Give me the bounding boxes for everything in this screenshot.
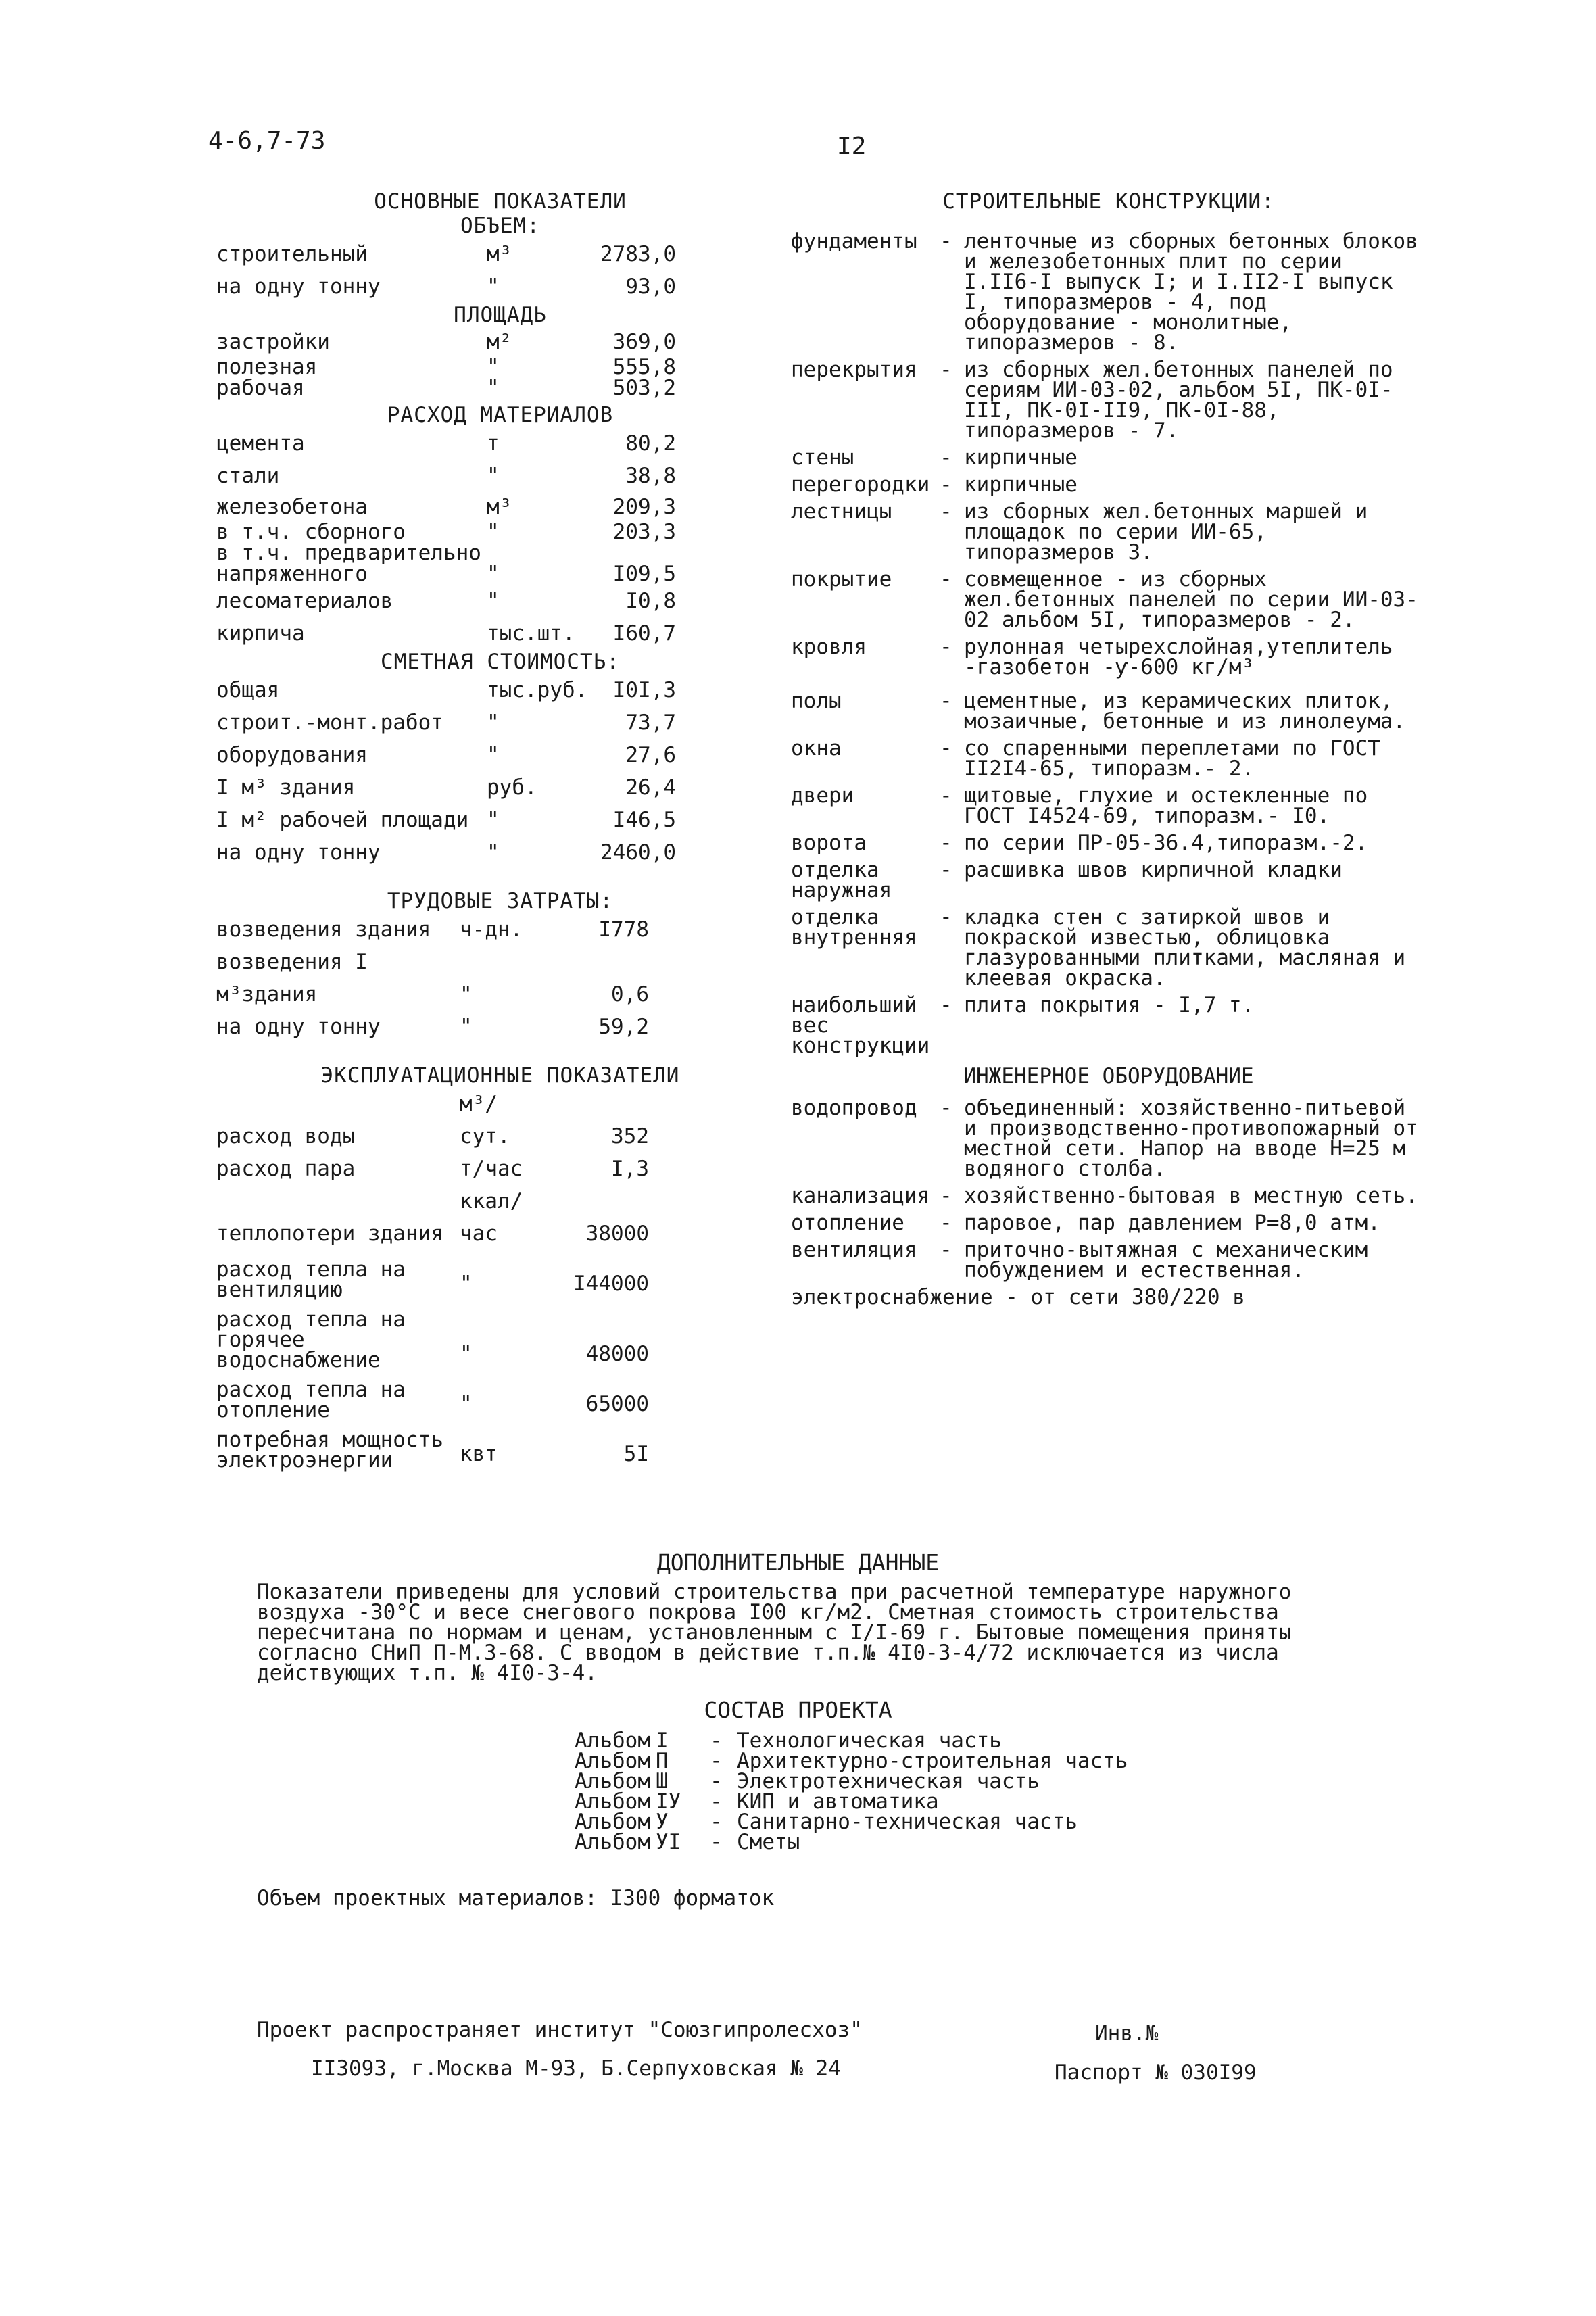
table-row: цемента т 80,2 xyxy=(216,431,676,456)
materials-table xyxy=(216,427,703,650)
additional-data-text: Показатели приведены для условий строительства при расчетной температуре наружного воздуха -30°С и весе снегового покрова I00 кг/м2. Сметная стоимость строительства пересчитана по нормам и ценам, установленным с I/I-69 г. Бытовые помещения приняты согласно СНиП П-М.3-68. С вводом в действие т.п.№ 4I0-3-4/72 исключается из числа действующих т.п. № 4I0-3-4. xyxy=(257,1580,1292,1685)
list-item: ворота - по серии ПР-05-36.4,типоразм.-2. xyxy=(791,831,1368,855)
document-code: 4-6,7-73 xyxy=(208,127,326,155)
power-supply: электроснабжение - от сети 380/220 в xyxy=(791,1285,1245,1309)
passport-number: Паспорт № 030I99 xyxy=(1055,2060,1257,2085)
operation-table xyxy=(216,1088,703,1470)
area-title: ПЛОЩАДЬ xyxy=(454,303,547,327)
table-row: стали " 38,8 xyxy=(216,464,676,488)
page-number: I2 xyxy=(837,132,867,160)
volume-title: ОБЪЕМ: xyxy=(460,214,540,238)
table-row: потребная мощность электроэнергии квт 5I xyxy=(216,1428,649,1472)
table-row: оборудования " 27,6 xyxy=(216,743,676,767)
table-row: лесоматериалов " I0,8 xyxy=(216,589,676,613)
cost-table xyxy=(216,674,703,869)
table-row: полезная " 555,8 xyxy=(216,355,676,379)
main-indicators-title: ОСНОВНЫЕ ПОКАЗАТЕЛИ xyxy=(374,189,627,214)
list-item: вентиляция - приточно-вытяжная с механическим побуждением и естественная. xyxy=(791,1238,1368,1282)
table-row: расход тепла на вентиляцию " I44000 xyxy=(216,1257,649,1302)
list-item: окна - со спаренными переплетами по ГОСТ II2I4-65, типоразм.- 2. xyxy=(791,736,1380,781)
list-item: канализация - хозяйственно-бытовая в местную сеть. xyxy=(791,1184,1418,1208)
table-row: возведения здания ч-дн. I778 xyxy=(216,917,649,942)
materials-volume: Объем проектных материалов: I300 форматок xyxy=(257,1886,775,1910)
constructions-title: СТРОИТЕЛЬНЫЕ КОНСТРУКЦИИ: xyxy=(942,189,1275,214)
list-item: Альбом I - Технологическая часть xyxy=(575,1729,1002,1753)
list-item: полы - цементные, из керамических плиток, мозаичные, бетонные и из линолеума. xyxy=(791,689,1406,733)
list-item: Альбом П - Архитектурно-строительная часть xyxy=(575,1749,1128,1773)
list-item: отделка внутренняя - кладка стен с затиркой швов и покраской известью, облицовка глазурованными плитками, масляная и клеевая окраска. xyxy=(791,905,1406,990)
additional-data-title: ДОПОЛНИТЕЛЬНЫЕ ДАННЫЕ xyxy=(656,1549,940,1576)
labor-title: ТРУДОВЫЕ ЗАТРАТЫ: xyxy=(387,889,614,913)
table-row: на одну тонну " 59,2 xyxy=(216,1015,649,1039)
address-line: II3093, г.Москва М-93, Б.Серпуховская № 24 xyxy=(311,2056,841,2081)
list-item: стены - кирпичные xyxy=(791,445,1078,470)
table-row: в т.ч. предварительно xyxy=(216,541,481,565)
table-row: железобетона м³ 209,3 xyxy=(216,495,676,519)
labor-table xyxy=(216,913,703,1043)
list-item: водопровод - объединенный: хозяйственно-питьевой и производственно-противопожарный от местной сети. Напор на вводе Н=25 м водяного столба. xyxy=(791,1096,1418,1181)
list-item: покрытие - совмещенное - из сборных жел.бетонных панелей по серии ИИ-03-02 альбом 5I, типоразмеров - 2. xyxy=(791,567,1418,632)
table-row: теплопотери здания ккал/час 38000 xyxy=(216,1189,649,1246)
list-item: фундаменты - ленточные из сборных бетонных блоков и железобетонных плит по серии I.II6-I выпуск I; и I.II2-I выпуск I, типоразмеров - 4, под оборудование - монолитные, типоразмеров - 8. xyxy=(791,229,1418,355)
list-item: двери - щитовые, глухие и остекленные по ГОСТ I4524-69, типоразм.- I0. xyxy=(791,783,1368,828)
table-row: расход тепла на горячее водоснабжение " 48000 xyxy=(216,1307,649,1372)
table-row: кирпича тыс.шт. I60,7 xyxy=(216,621,676,646)
table-row: на одну тонну " 93,0 xyxy=(216,274,676,299)
list-item: лестницы - из сборных жел.бетонных маршей и площадок по серии ИИ-65, типоразмеров 3. xyxy=(791,500,1368,564)
engineering-title: ИНЖЕНЕРНОЕ ОБОРУДОВАНИЕ xyxy=(963,1064,1254,1088)
volume-table xyxy=(216,238,703,303)
list-item: отделка наружная - расшивка швов кирпичной кладки xyxy=(791,858,1343,902)
table-row: застройки м² 369,0 xyxy=(216,330,676,354)
album-list xyxy=(575,1731,1128,1852)
table-row: в т.ч. сборного " 203,3 xyxy=(216,520,676,544)
inventory-number: Инв.№ xyxy=(1095,2021,1159,2046)
table-row: на одну тонну " 2460,0 xyxy=(216,840,676,865)
main-indicators xyxy=(216,189,703,1470)
table-row: напряженного " I09,5 xyxy=(216,562,676,586)
table-row: I м³ здания руб. 26,4 xyxy=(216,775,676,800)
materials-title: РАСХОД МАТЕРИАЛОВ xyxy=(387,403,614,427)
area-table xyxy=(216,327,703,399)
composition-title: СОСТАВ ПРОЕКТА xyxy=(704,1697,892,1723)
table-row: строит.-монт.работ " 73,7 xyxy=(216,710,676,735)
list-item: наибольший вес конструкции - плита покрытия - I,7 т. xyxy=(791,993,1255,1058)
distributor-line: Проект распространяет институт "Союзгипролесхоз" xyxy=(257,2018,863,2042)
table-row: расход тепла на отопление " 65000 xyxy=(216,1378,649,1422)
table-row: рабочая " 503,2 xyxy=(216,376,676,400)
table-row: строительный м³ 2783,0 xyxy=(216,242,676,266)
building-constructions xyxy=(791,189,1426,1307)
table-row: общая тыс.руб. I0I,3 xyxy=(216,678,676,702)
list-item: перекрытия - из сборных жел.бетонных панелей по сериям ИИ-03-02, альбом 5I, ПК-0I-III, ПК-0I-II9, ПК-0I-88, типоразмеров - 7. xyxy=(791,358,1393,443)
list-item: кровля - рулонная четырехслойная,утеплитель -газобетон -ƴ-600 кг/м³ xyxy=(791,635,1393,679)
list-item: Альбом У - Санитарно-техническая часть xyxy=(575,1810,1078,1834)
table-row: I м² рабочей площади " I46,5 xyxy=(216,808,676,832)
list-item: Альбом IУ - КИП и автоматика xyxy=(575,1789,939,1814)
list-item: Альбом Ш - Электротехническая часть xyxy=(575,1769,1040,1793)
list-item: отопление - паровое, пар давлением Р=8,0 атм. xyxy=(791,1211,1380,1235)
cost-title: СМЕТНАЯ СТОИМОСТЬ: xyxy=(381,650,620,674)
list-item: Альбом УI - Сметы xyxy=(575,1830,800,1854)
table-row: расход воды м³/сут. 352 xyxy=(216,1092,649,1149)
table-row: расход пара т/час I,3 xyxy=(216,1157,649,1181)
operation-title: ЭКСПЛУАТАЦИОННЫЕ ПОКАЗАТЕЛИ xyxy=(320,1063,680,1088)
list-item: перегородки - кирпичные xyxy=(791,473,1078,497)
table-row: возведения I м³здания " 0,6 xyxy=(216,950,649,1007)
